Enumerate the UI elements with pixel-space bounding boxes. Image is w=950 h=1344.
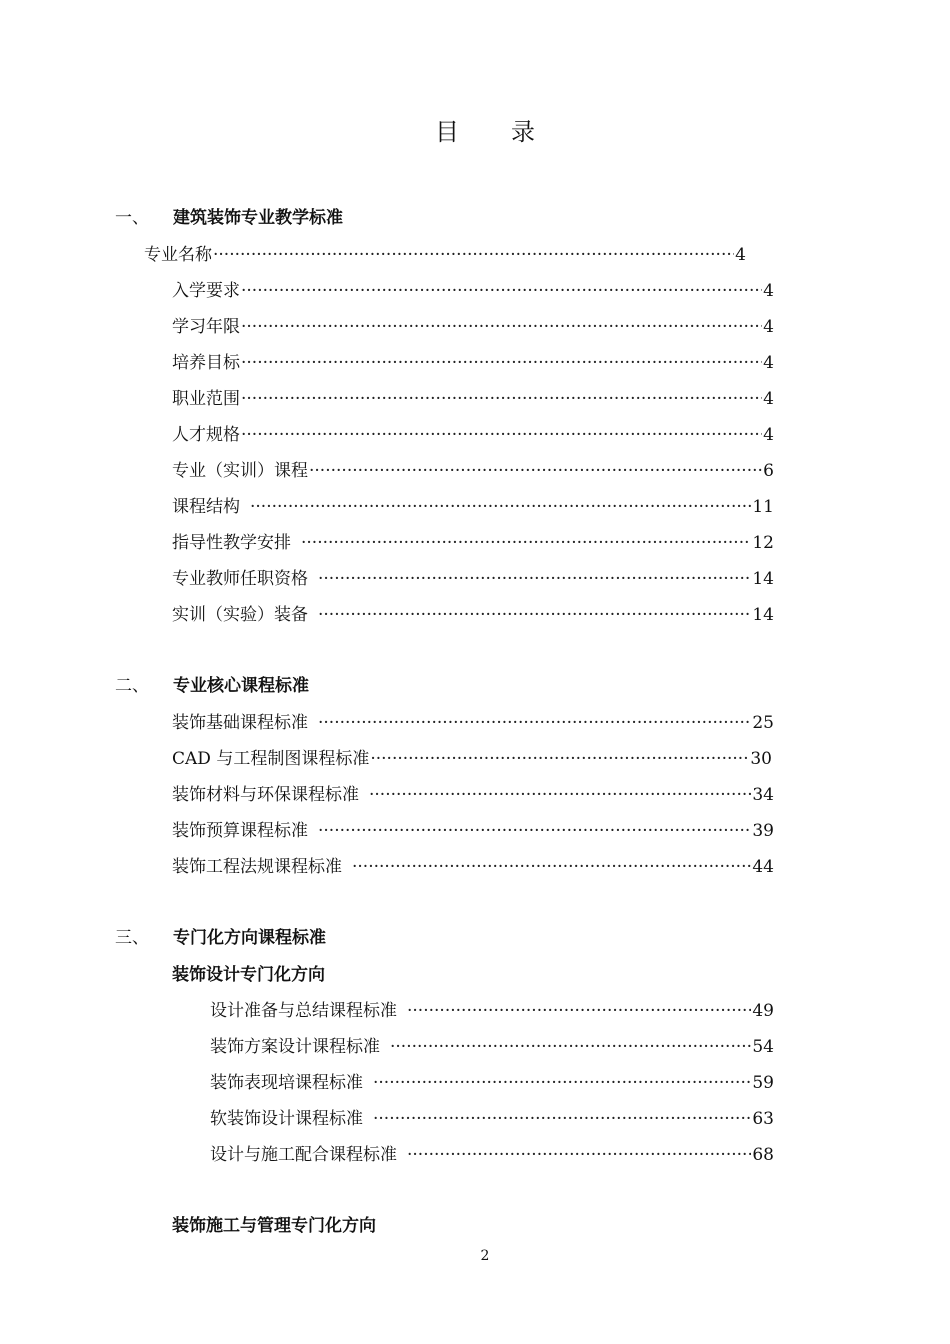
toc-entry-label: 指导性教学安排 (172, 533, 291, 553)
toc-entry-page: 39 (752, 821, 774, 841)
leader-dots (309, 461, 762, 481)
toc-entry-label: 设计准备与总结课程标准 (210, 1001, 397, 1021)
toc-entry-page: 4 (763, 281, 774, 301)
section-title: 专门化方向课程标准 (173, 928, 326, 948)
toc-entry-label: 专业名称 (144, 245, 212, 265)
toc-title-char-2: 录 (511, 118, 535, 146)
leader-dots (407, 1001, 751, 1021)
toc-entry[interactable] (210, 1140, 774, 1165)
toc-entry[interactable] (172, 528, 774, 553)
section-number: 三、 (115, 928, 149, 948)
toc-entry[interactable] (172, 852, 774, 877)
toc-entry-page: 30 (750, 749, 772, 769)
toc-entry[interactable] (172, 348, 774, 373)
toc-entry[interactable] (172, 564, 774, 589)
toc-entry-page: 25 (752, 713, 774, 733)
toc-entry-label: 专业教师任职资格 (172, 569, 308, 589)
toc-entry-label: 专业（实训）课程 (172, 461, 308, 481)
leader-dots (369, 785, 751, 805)
leader-dots (352, 857, 751, 877)
toc-entry-page: 49 (752, 1001, 774, 1021)
page-number: 2 (480, 1248, 490, 1264)
leader-dots (373, 1109, 751, 1129)
toc-entry-page: 63 (752, 1109, 774, 1129)
section-number: 二、 (115, 676, 149, 696)
toc-entry-label: 装饰方案设计课程标准 (210, 1037, 380, 1057)
leader-dots (370, 749, 749, 769)
toc-entry-label: 装饰基础课程标准 (172, 713, 308, 733)
leader-dots (373, 1073, 751, 1093)
toc-entry[interactable] (172, 744, 772, 769)
leader-dots (241, 281, 762, 301)
toc-entry[interactable] (210, 1032, 774, 1057)
toc-entry-label: 培养目标 (172, 353, 240, 373)
section-heading (115, 923, 326, 948)
toc-entry-label: 装饰材料与环保课程标准 (172, 785, 359, 805)
toc-entry-label: 人才规格 (172, 425, 240, 445)
toc-entry[interactable] (172, 600, 774, 625)
toc-entry-page: 59 (752, 1073, 774, 1093)
toc-entry-label: CAD 与工程制图课程标准 (172, 749, 370, 769)
section-heading (115, 671, 309, 696)
leader-dots (318, 605, 751, 625)
toc-entry-page: 6 (763, 461, 774, 481)
toc-entry[interactable] (172, 384, 774, 409)
toc-entry[interactable] (210, 1104, 774, 1129)
toc-entry[interactable] (172, 780, 774, 805)
leader-dots (241, 425, 762, 445)
toc-entry-page: 44 (752, 857, 774, 877)
toc-entry-page: 68 (752, 1145, 774, 1165)
toc-entry-label: 装饰表现培课程标准 (210, 1073, 363, 1093)
leader-dots (213, 245, 734, 265)
toc-entry-page: 11 (752, 497, 774, 517)
toc-entry[interactable] (172, 420, 774, 445)
section-title: 建筑装饰专业教学标准 (173, 208, 343, 228)
toc-entry-page: 4 (763, 425, 774, 445)
leader-dots (241, 317, 762, 337)
toc-entry-page: 14 (752, 569, 774, 589)
leader-dots (390, 1037, 751, 1057)
toc-entry[interactable] (172, 492, 774, 517)
leader-dots (318, 569, 751, 589)
toc-entry-label: 职业范围 (172, 389, 240, 409)
subsection-heading: 装饰设计专门化方向 (172, 965, 325, 985)
leader-dots (318, 713, 751, 733)
leader-dots (241, 353, 762, 373)
leader-dots (250, 497, 751, 517)
toc-entry[interactable] (172, 708, 774, 733)
toc-entry-page: 4 (763, 317, 774, 337)
toc-title (0, 112, 950, 147)
toc-title-char-1: 目 (435, 118, 459, 146)
section-heading (115, 203, 343, 228)
leader-dots (241, 389, 762, 409)
section-number: 一、 (115, 208, 149, 228)
toc-entry-label: 入学要求 (172, 281, 240, 301)
toc-entry-label: 软装饰设计课程标准 (210, 1109, 363, 1129)
toc-entry[interactable] (172, 456, 774, 481)
toc-entry[interactable] (172, 276, 774, 301)
toc-entry-page: 14 (752, 605, 774, 625)
toc-entry-page: 4 (763, 353, 774, 373)
toc-entry-page: 54 (752, 1037, 774, 1057)
subsection-heading: 装饰施工与管理专门化方向 (172, 1216, 376, 1236)
toc-entry[interactable] (210, 996, 774, 1021)
toc-entry[interactable] (144, 240, 746, 265)
toc-entry-label: 装饰预算课程标准 (172, 821, 308, 841)
leader-dots (318, 821, 751, 841)
toc-entry-page: 4 (763, 389, 774, 409)
toc-entry-label: 课程结构 (172, 497, 240, 517)
toc-entry-label: 学习年限 (172, 317, 240, 337)
toc-entry-page: 34 (752, 785, 774, 805)
toc-entry[interactable] (172, 312, 774, 337)
toc-entry[interactable] (210, 1068, 774, 1093)
toc-entry-label: 实训（实验）装备 (172, 605, 308, 625)
leader-dots (407, 1145, 751, 1165)
toc-entry-label: 设计与施工配合课程标准 (210, 1145, 397, 1165)
section-title: 专业核心课程标准 (173, 676, 309, 696)
toc-entry-page: 12 (752, 533, 774, 553)
toc-entry-page: 4 (735, 245, 746, 265)
leader-dots (301, 533, 751, 553)
toc-entry-label: 装饰工程法规课程标准 (172, 857, 342, 877)
toc-entry[interactable] (172, 816, 774, 841)
